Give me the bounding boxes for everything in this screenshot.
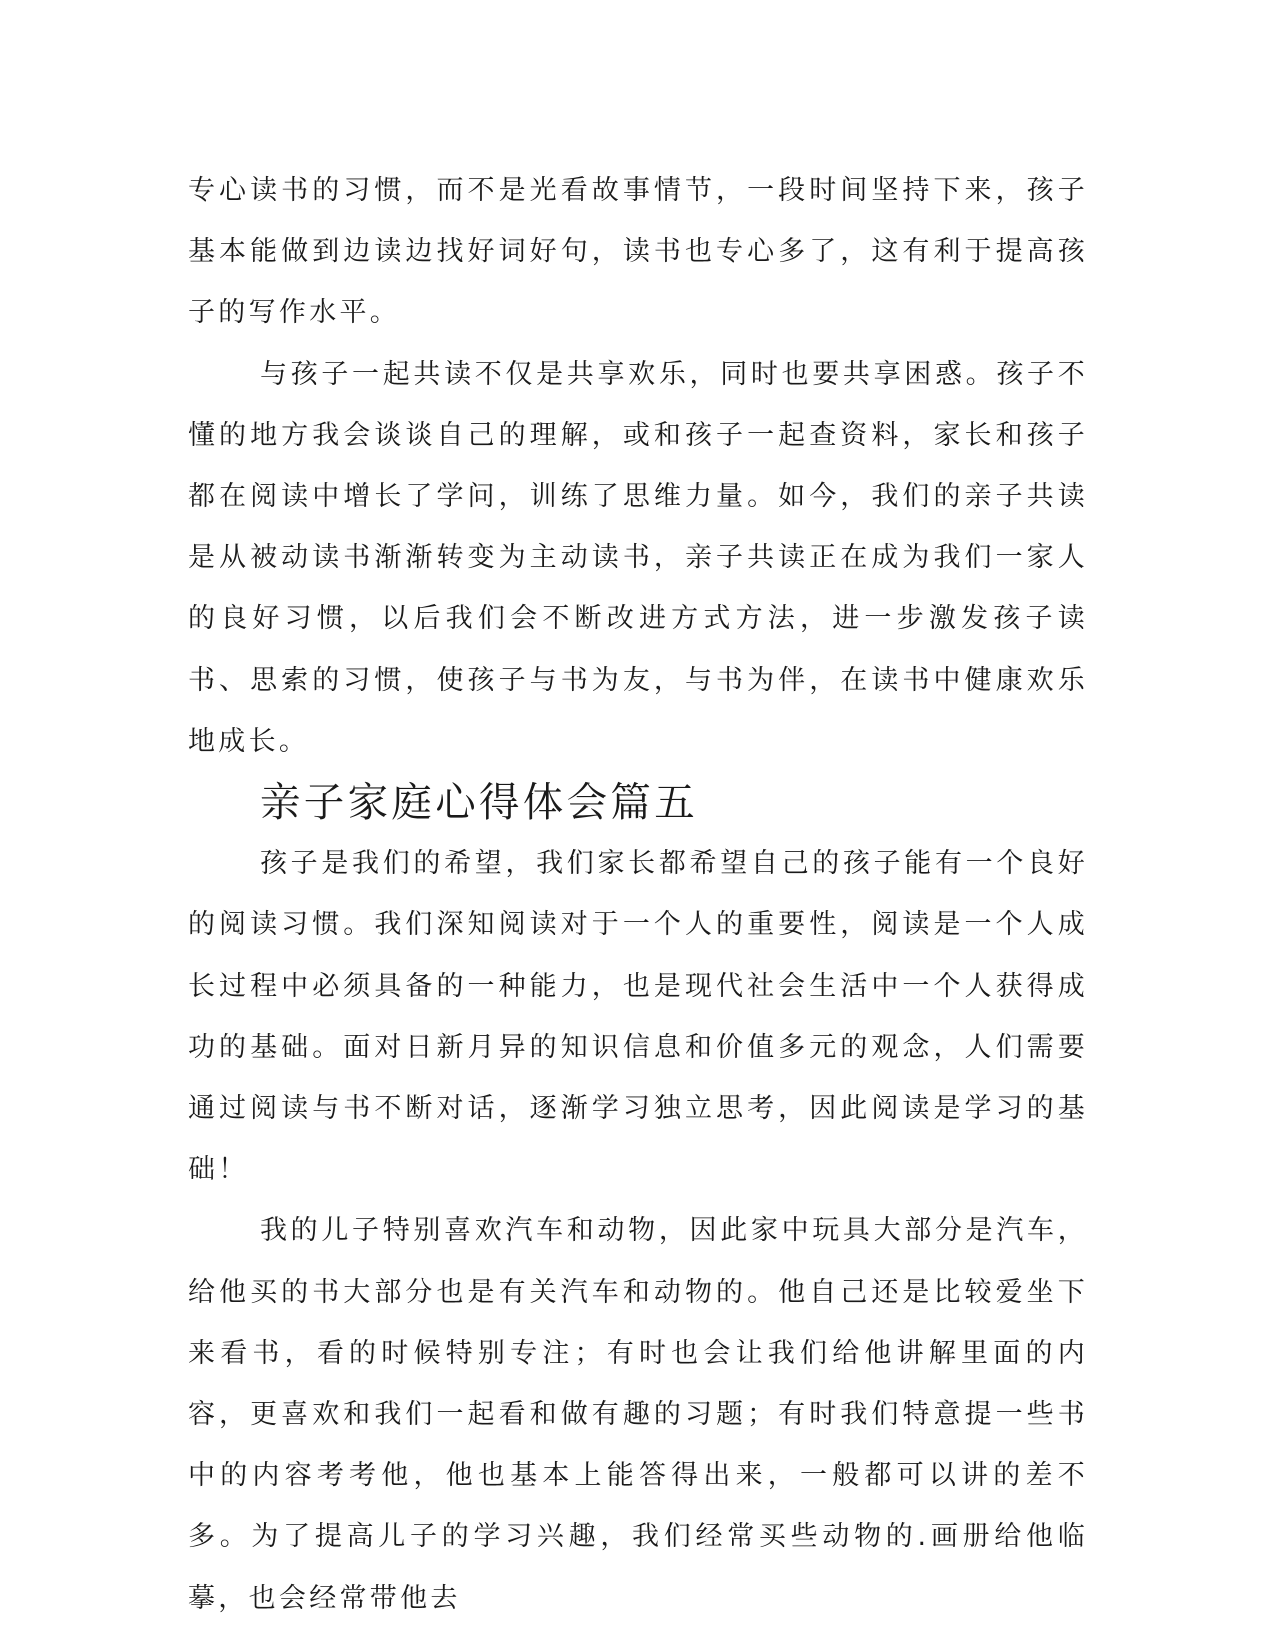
section-heading: 亲子家庭心得体会篇五 — [260, 778, 698, 827]
paragraph-shared-reading: 与孩子一起共读不仅是共享欢乐，同时也要共享困惑。孩子不懂的地方我会谈谈自己的理解，或和孩子一起查资料，家长和孩子都在阅读中增长了学问，训练了思维力量。如今，我们的亲子共读是从被动读书渐渐转变为主动读书，亲子共读正在成为我们一家人的良好习惯，以后我们会不断改进方式方法，进一步激发孩子读书、思索的习惯，使孩子与书为友，与书为伴，在读书中健康欢乐地成长。 — [188, 358, 1088, 757]
paragraph-son-interests: 我的儿子特别喜欢汽车和动物，因此家中玩具大部分是汽车，给他买的书大部分也是有关汽车和动物的。他自己还是比较爱坐下来看书，看的时候特别专注；有时也会让我们给他讲解里面的内容，更喜欢和我们一起看和做有趣的习题；有时我们特意提一些书中的内容考考他，他也基本上能答得出来，一般都可以讲的差不多。为了提高儿子的学习兴趣，我们经常买些动物的.画册给他临摹，也会经常带他去 — [188, 1215, 1088, 1614]
paragraph-reading-habit: 孩子是我们的希望，我们家长都希望自己的孩子能有一个良好的阅读习惯。我们深知阅读对于一个人的重要性，阅读是一个人成长过程中必须具备的一种能力，也是现代社会生活中一个人获得成功的基础。面对日新月异的知识信息和价值多元的观念，人们需要通过阅读与书不断对话，逐渐学习独立思考，因此阅读是学习的基础！ — [188, 848, 1088, 1186]
document-body — [188, 160, 1088, 1629]
paragraph-continuation: 专心读书的习惯，而不是光看故事情节，一段时间坚持下来，孩子基本能做到边读边找好词好句，读书也专心多了，这有利于提高孩子的写作水平。 — [188, 175, 1088, 329]
